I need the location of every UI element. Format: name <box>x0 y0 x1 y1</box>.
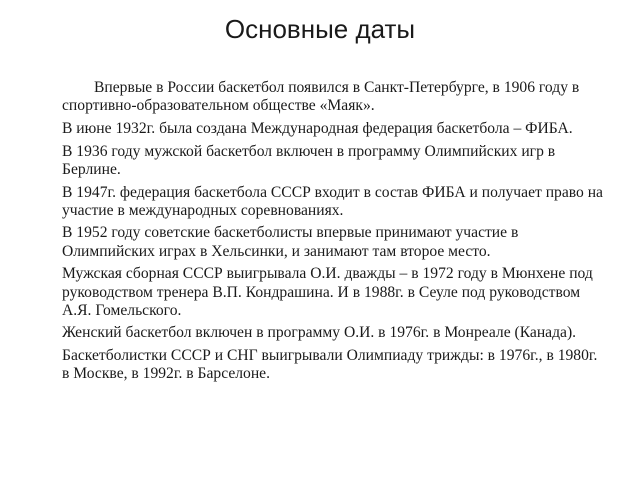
paragraph-1936: В 1936 году мужской баскетбол включен в программу Олимпийских игр в Берлине. <box>62 142 556 178</box>
paragraph-1932: В июне 1932г. была создана Международная федерация баскетбола – ФИБА. <box>62 119 573 137</box>
slide-title: Основные даты <box>224 14 416 44</box>
paragraph-1906: Впервые в России баскетбол появился в Санкт-Петербурге, в 1906 году в спортивно-образовательном обществе «Маяк». <box>62 79 580 115</box>
paragraph-1947: В 1947г. федерация баскетбола СССР входит в состав ФИБА и получает право на участие в международных соревнованиях. <box>62 183 603 219</box>
paragraph-women-wins: Баскетболистки СССР и СНГ выигрывали Олимпиаду трижды: в 1976г., в 1980г. в Москве, в 1992г. в Барселоне. <box>62 347 598 383</box>
slide-body <box>62 79 608 388</box>
paragraph-1952: В 1952 году советские баскетболисты впервые принимают участие в Олимпийских играх в Хельсинки, и занимают там второе место. <box>62 224 519 260</box>
paragraph-women-1976: Женский баскетбол включен в программу О.И. в 1976г. в Монреале (Канада). <box>62 324 577 342</box>
paragraph-men-olympics: Мужская сборная СССР выигрывала О.И. дважды – в 1972 году в Мюнхене под руководством тренера В.П. Кондрашина. И в 1988г. в Сеуле под руководством А.Я. Гомельского. <box>62 265 593 319</box>
